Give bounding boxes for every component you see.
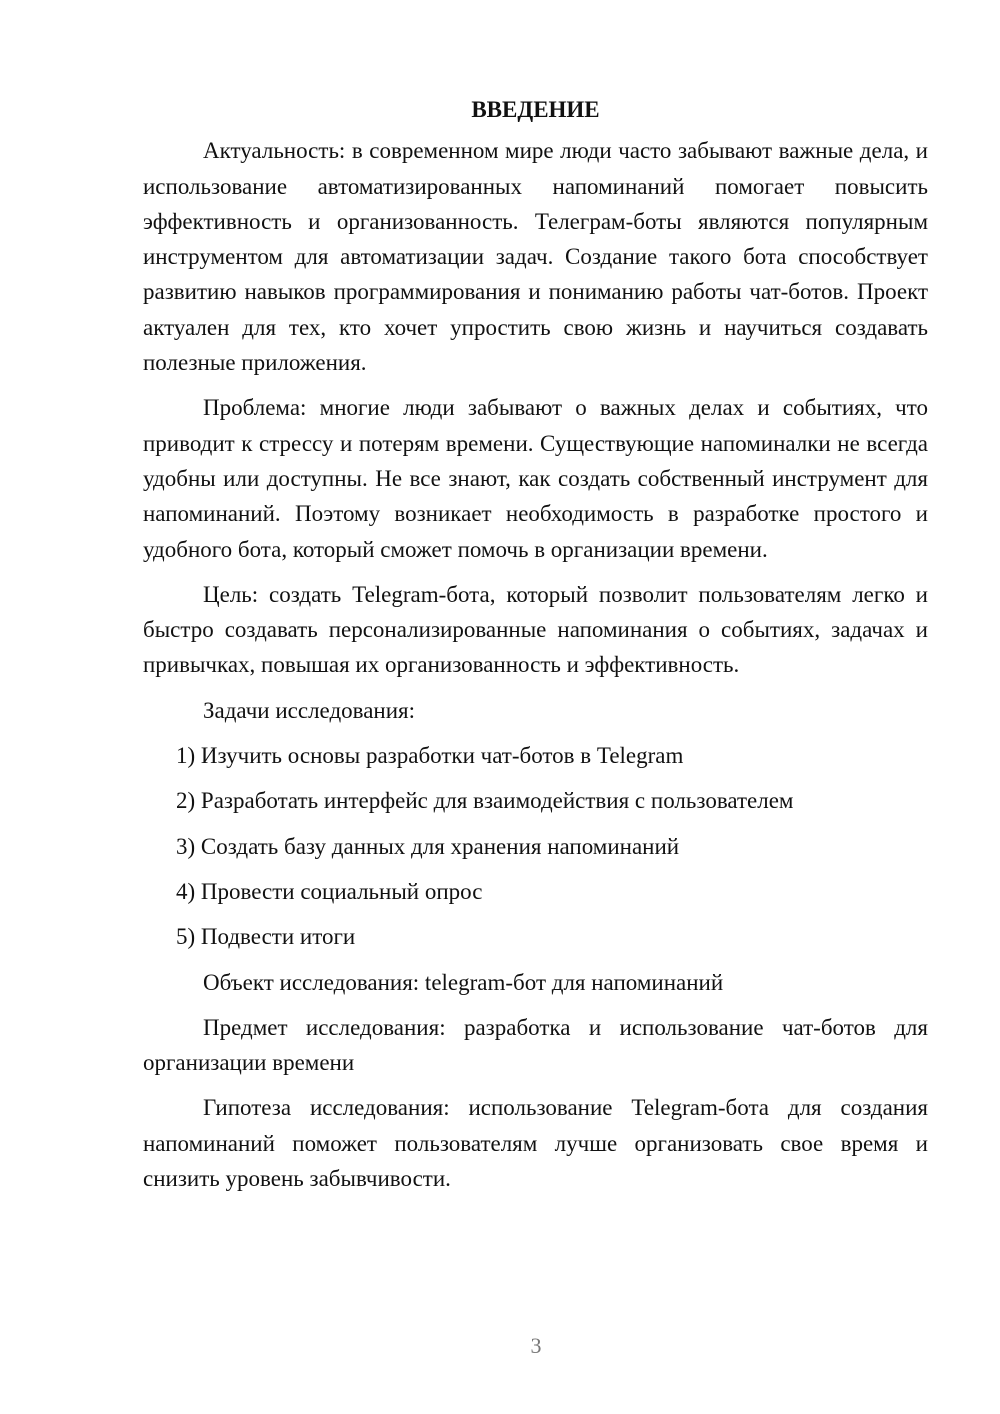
- problem-paragraph: Проблема: многие люди забывают о важных делах и событиях, что приводит к стрессу и потерям времени. Существующие напоминалки не всегда удобны или доступны. Не все знают, как создать собственный инструмент для напоминаний. Поэтому возникает необходимость в разработке простого и удобного бота, который сможет помочь в организации времени.: [143, 395, 928, 562]
- page-content: [143, 92, 928, 1206]
- task-item: 3) Создать базу данных для хранения напоминаний: [176, 833, 680, 859]
- task-item: 4) Провести социальный опрос: [176, 878, 483, 904]
- object-paragraph: Объект исследования: telegram-бот для напоминаний: [203, 969, 724, 995]
- hypothesis-paragraph: Гипотеза исследования: использование Telegram-бота для создания напоминаний поможет пользователям лучше организовать свое время и снизить уровень забывчивости.: [143, 1095, 928, 1192]
- task-item: 5) Подвести итоги: [176, 924, 356, 950]
- subject-paragraph: Предмет исследования: разработка и использование чат-ботов для организации времени: [143, 1014, 928, 1076]
- task-item: 1) Изучить основы разработки чат-ботов в Telegram: [176, 743, 684, 769]
- task-list: [143, 738, 928, 954]
- relevance-paragraph: Актуальность: в современном мире люди часто забывают важные дела, и использование автоматизированных напоминаний помогает повысить эффективность и организованность. Телеграм-боты являются популярным инструментом для автоматизации задач. Создание такого бота способствует развитию навыков программирования и пониманию работы чат-ботов. Проект актуален для тех, кто хочет упростить свою жизнь и научиться создавать полезные приложения.: [143, 138, 928, 376]
- goal-paragraph: Цель: создать Telegram-бота, который позволит пользователям легко и быстро создавать персонализированные напоминания о событиях, задачах и привычках, повышая их организованность и эффективность.: [143, 581, 928, 678]
- page-number: 3: [530, 1333, 542, 1358]
- task-item: 2) Разработать интерфейс для взаимодействия с пользователем: [176, 788, 794, 814]
- section-heading: ВВЕДЕНИЕ: [471, 97, 600, 122]
- tasks-title: Задачи исследования:: [203, 697, 416, 723]
